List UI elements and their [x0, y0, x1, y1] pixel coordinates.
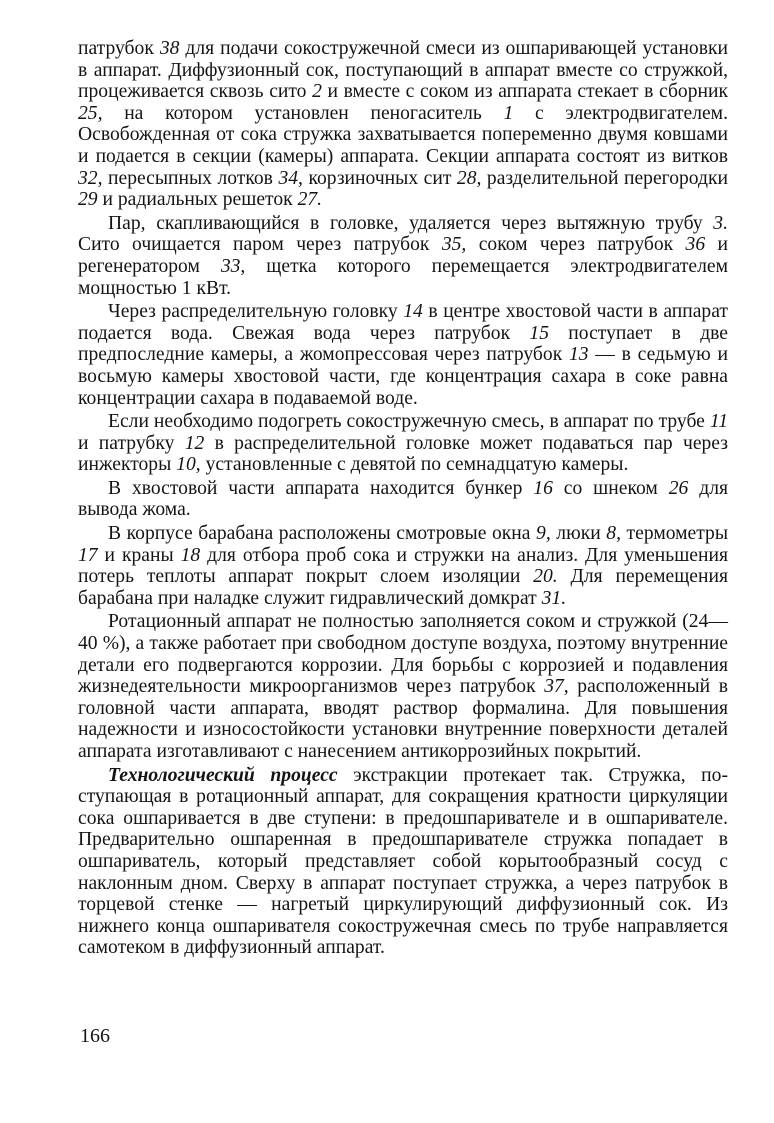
paragraph — [78, 523, 728, 609]
reference-number: 11 — [709, 411, 728, 433]
text-run: расположенный в головной части аппарата, вводят раствор формалина. Для повышения надежности и износостойкости установки внутренние поверхности деталей аппарата изготавливают с нанесением антикоррозийных покрытий. — [78, 676, 728, 762]
text-run: В хвостовой части аппарата находится бункер — [108, 477, 534, 499]
text-run: поступает в две предпоследние камеры, а жомопрессовая через патрубок — [78, 322, 728, 366]
text-run: щетка которого перемещается электродвигателем мощностью 1 кВт. — [78, 255, 728, 299]
text-run: патрубок — [78, 38, 160, 59]
reference-number: 29 — [78, 189, 98, 211]
reference-number: 16 — [533, 477, 553, 499]
text-run: для вывода жома. — [78, 477, 728, 521]
text-run: для отбора проб сока и стружки на анализ. Для уменьшения потерь теплоты аппарат покрыт слоем изоляции — [78, 544, 728, 588]
reference-number: 15 — [529, 322, 549, 344]
text-run: Для перемещения барабана при наладке служит гидравлический домкрат — [78, 566, 728, 609]
reference-number: 8, — [606, 523, 621, 545]
reference-number: 27. — [297, 189, 323, 211]
text-run: и патрубку — [78, 432, 185, 454]
text-run: корзиночных сит — [302, 167, 457, 189]
reference-number: 20. — [533, 566, 558, 588]
text-run: с электродвигателем. Освобожденная от сока стружка захватывается попеременно двумя ковшами и подается в секции (камеры) аппарата. Секции аппарата состоят из витков — [78, 102, 728, 167]
text-run: В корпусе барабана расположены смотровые окна — [108, 523, 537, 545]
reference-number: 25, — [78, 102, 103, 124]
reference-number: 12 — [184, 432, 205, 454]
text-run: Ротационный аппарат не полностью заполняется соком и стружкой (24—40 %), а также работает при свободном доступе воздуха, поэтому внутренние детали его подвергаются коррозии. Для борьбы с коррозией и подавления жизнедеятельности микроорганизмов через патрубок — [78, 611, 728, 698]
text-run: пересыпных лотков — [102, 167, 279, 189]
text-run: на котором установлен пеногаситель — [102, 102, 504, 124]
text-run: и регенератором — [78, 234, 729, 277]
text-run: установленные с девятой по семнадцатую камеры. — [200, 454, 629, 476]
reference-number: 2 — [312, 81, 322, 103]
paragraph — [78, 38, 728, 211]
reference-number: 35, — [441, 234, 467, 256]
reference-number: 34, — [278, 167, 303, 189]
reference-number: 37, — [544, 676, 569, 698]
text-run: со шнеком — [552, 477, 669, 499]
emphasized-term: Технологический процесс — [108, 764, 338, 786]
reference-number: 14 — [403, 301, 423, 323]
paragraph — [78, 411, 728, 476]
text-run: и краны — [97, 544, 181, 566]
page-number: 166 — [80, 1025, 110, 1047]
text-run: Пар, скапливающийся в головке, удаляется через вытяжную трубу — [108, 212, 714, 234]
text-run: для подачи сокостружечной смеси из ошпаривающей установки в аппарат. Диффузионный сок, поступающий в аппарат вместе со стружкой, процеживается сквозь сито — [78, 38, 728, 103]
body-text — [78, 38, 728, 961]
text-run: соком через патрубок — [466, 234, 686, 256]
text-run: Если необходимо подогреть сокостружечную смесь, в аппарат по трубе — [108, 411, 710, 433]
reference-number: 33, — [220, 255, 246, 277]
reference-number: 9, — [536, 523, 551, 545]
paragraph — [78, 301, 728, 409]
text-run: и радиальных решеток — [97, 189, 298, 211]
text-run: разделительной перегородки — [481, 167, 729, 189]
text-run: Через распределительную головку — [108, 301, 404, 323]
reference-number: 10, — [176, 454, 201, 476]
reference-number: 3. — [713, 212, 728, 234]
text-run: Сито очищается паром через патрубок — [78, 234, 442, 256]
paragraph — [78, 213, 728, 299]
text-run: в центре хвостовой части в аппарат подается вода. Свежая вода через патрубок — [78, 301, 728, 344]
text-run: и вместе с соком из аппарата стекает в сборник — [321, 81, 729, 103]
reference-number: 18 — [180, 544, 201, 566]
reference-number: 26 — [668, 477, 689, 499]
paragraph — [78, 765, 728, 959]
reference-number: 1 — [503, 102, 514, 124]
text-run: экстракции протекает так. Стружка, поступающая в ротационный аппарат, для сокращения кратности циркуляции сока ошпаривается в две ступени: в предошпаривателе и в ошпаривателе. Предварительно ошпаренная в предошпаривателе стружка попадает в ошпариватель, который представляет собой корытообразный сосуд с наклонным дном. Сверху в аппарат поступает стружка, а через патрубок в торцевой стенке — нагретый циркулирующий диффузионный сок. Из нижнего конца ошпаривателя сокостружечная смесь по трубе направляется самотеком в диффузионный аппарат. — [78, 764, 728, 959]
text-run: в распределительной головке может подаваться пар через инжекторы — [78, 432, 728, 476]
reference-number: 38 — [159, 38, 180, 59]
text-run: термометры — [621, 523, 729, 545]
reference-number: 28, — [456, 167, 482, 189]
paragraph — [78, 611, 728, 762]
text-run: — в седьмую и восьмую камеры хвостовой части, где концентрация сахара в соке равна концентрации сахара в подаваемой воде. — [78, 344, 728, 409]
reference-number: 17 — [78, 544, 98, 566]
text-run: люки — [550, 523, 607, 545]
reference-number: 32, — [78, 167, 103, 189]
reference-number: 31. — [541, 587, 567, 609]
reference-number: 13 — [568, 344, 589, 366]
reference-number: 36 — [685, 234, 706, 256]
paragraph — [78, 478, 728, 521]
